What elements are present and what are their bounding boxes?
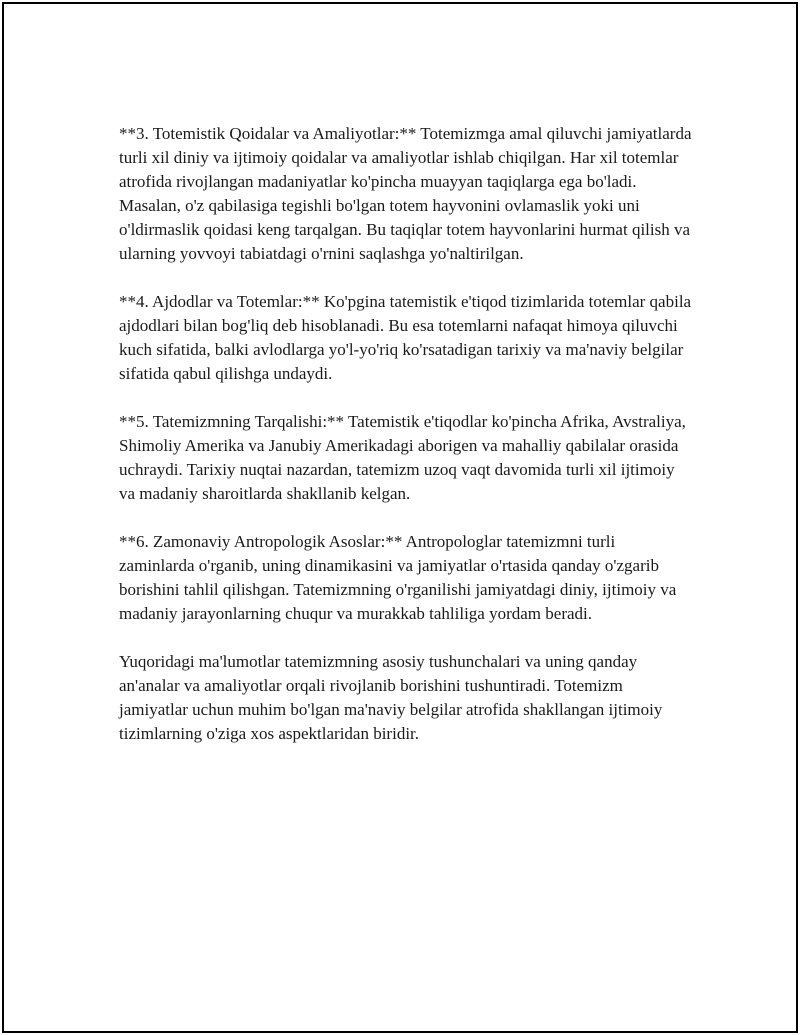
paragraph-totemistic-rules: **3. Totemistik Qoidalar va Amaliyotlar:** Totemizmga amal qiluvchi jamiyatlarda turli xil diniy va ijtimoiy qoidalar va amaliyotlar ishlab chiqilgan. Har xil totemlar atrofida rivojlangan madaniyatlar ko'pincha muayyan taqiqlarga ega bo'ladi. Masalan, o'z qabilasiga tegishli bo'lgan totem hayvonini ovlamaslik yoki uni o'ldirmaslik qoidasi keng tarqalgan. Bu taqiqlar totem hayvonlarini hurmat qilish va ularning yovvoyi tabiatdagi o'rnini saqlashga yo'naltirilgan. xyxy=(119,124,692,263)
paragraph-modern-anthropology: **6. Zamonaviy Antropologik Asoslar:** Antropologlar tatemizmni turli zaminlarda o'rganib, uning dinamikasini va jamiyatlar o'rtasida qanday o'zgarib borishini tahlil qilishgan. Tatemizmning o'rganilishi jamiyatdagi diniy, ijtimoiy va madaniy jarayonlarning chuqur va murakkab tahliliga yordam beradi. xyxy=(119,532,677,623)
document-body xyxy=(119,122,694,770)
paragraph-conclusion: Yuqoridagi ma'lumotlar tatemizmning asosiy tushunchalari va uning qanday an'analar va amaliyotlar orqali rivojlanib borishini tushuntiradi. Totemizm jamiyatlar uchun muhim bo'lgan ma'naviy belgilar atrofida shakllangan ijtimoiy tizimlarning o'ziga xos aspektlaridan biridir. xyxy=(119,652,663,743)
paragraph-ancestors-and-totems: **4. Ajdodlar va Totemlar:** Ko'pgina tatemistik e'tiqod tizimlarida totemlar qabila ajdodlari bilan bog'liq deb hisoblanadi. Bu esa totemlarni nafaqat himoya qiluvchi kuch sifatida, balki avlodlarga yo'l-yo'riq ko'rsatadigan tarixiy va ma'naviy belgilar sifatida qabul qilishga undaydi. xyxy=(119,292,692,383)
paragraph-spread-of-totemism: **5. Tatemizmning Tarqalishi:** Tatemistik e'tiqodlar ko'pincha Afrika, Avstraliya, Shimoliy Amerika va Janubiy Amerikadagi aborigen va mahalliy qabilalar orasida uchraydi. Tarixiy nuqtai nazardan, tatemizm uzoq vaqt davomida turli xil ijtimoiy va madaniy sharoitlarda shakllanib kelgan. xyxy=(119,412,686,503)
document-page xyxy=(2,2,798,1033)
